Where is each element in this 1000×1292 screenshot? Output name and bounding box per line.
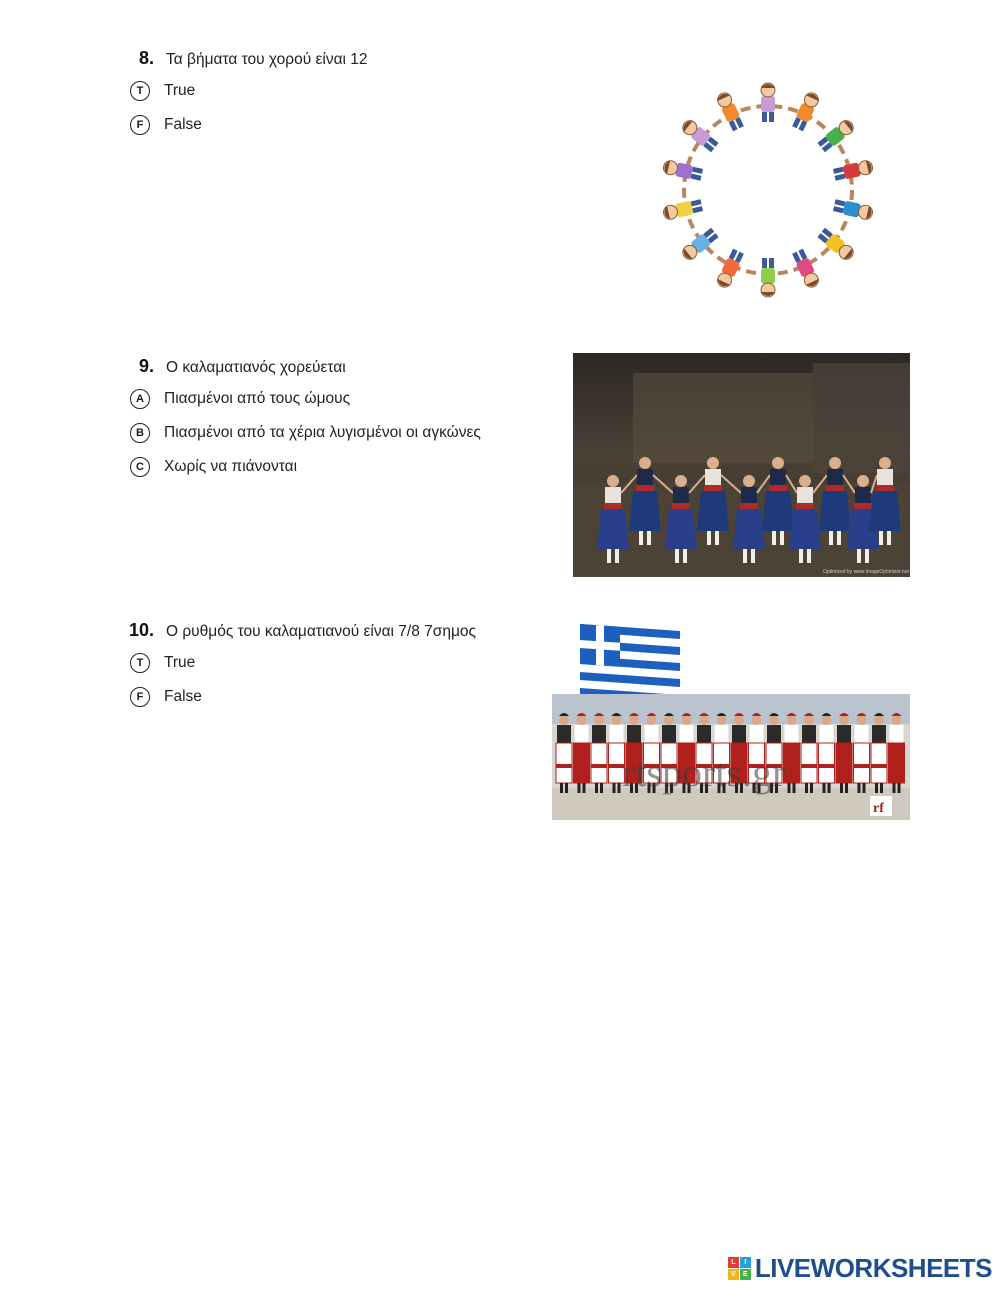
question-number: 10. bbox=[128, 620, 154, 640]
option-label: Χωρίς να πιάνονται bbox=[164, 458, 298, 475]
photo-logo: rf bbox=[873, 801, 884, 816]
costumed-dancer bbox=[819, 713, 835, 793]
question-text: Τα βήματα του χορού είναι 12 bbox=[166, 51, 368, 68]
logo-text: LIVEWORKSHEETS bbox=[754, 1253, 992, 1283]
option-letter[interactable]: C bbox=[130, 457, 150, 477]
costumed-dancer bbox=[871, 713, 887, 793]
question-9 bbox=[120, 356, 481, 484]
child-figure bbox=[680, 118, 719, 153]
greek-flag-icon bbox=[580, 624, 680, 703]
costumed-dancer bbox=[784, 713, 800, 793]
option-b[interactable] bbox=[130, 416, 481, 450]
question-10 bbox=[120, 620, 476, 714]
option-true[interactable] bbox=[130, 646, 476, 680]
option-label: True bbox=[164, 654, 196, 671]
option-letter[interactable]: T bbox=[130, 81, 150, 101]
costumed-dancer bbox=[854, 713, 870, 793]
child-figure bbox=[680, 227, 719, 262]
child-figure bbox=[761, 83, 775, 122]
costumed-dancer bbox=[801, 713, 817, 793]
children-circle-illustration bbox=[628, 42, 910, 314]
child-figure bbox=[662, 159, 703, 181]
photo-caption: Optimized by www.ImageOptimizer.net bbox=[823, 569, 909, 575]
option-a[interactable] bbox=[130, 382, 481, 416]
costumed-dancer bbox=[556, 713, 572, 793]
costumed-dancer bbox=[889, 713, 905, 793]
option-label: Πιασμένοι από τα χέρια λυγισμένοι οι αγκώνες bbox=[164, 424, 481, 441]
question-text: Ο ρυθμός του καλαματιανού είναι 7/8 7σημος bbox=[166, 623, 476, 640]
child-figure bbox=[817, 118, 856, 153]
option-false[interactable] bbox=[130, 680, 476, 714]
watermark-text: rtsports.gr bbox=[622, 750, 786, 795]
greek-flag-dancers-photo bbox=[552, 618, 910, 820]
question-8 bbox=[120, 48, 368, 142]
option-label: False bbox=[164, 116, 202, 133]
option-label: True bbox=[164, 82, 196, 99]
logo-tile: E bbox=[740, 1269, 751, 1280]
option-label: Πιασμένοι από τους ώμους bbox=[164, 390, 351, 407]
costumed-dancer bbox=[574, 713, 590, 793]
costumed-dancer bbox=[836, 713, 852, 793]
option-letter[interactable]: T bbox=[130, 653, 150, 673]
flag-dancers-scene bbox=[552, 618, 910, 820]
child-figure bbox=[817, 227, 856, 262]
child-figure bbox=[715, 91, 745, 132]
option-letter[interactable]: B bbox=[130, 423, 150, 443]
dancers-night-scene bbox=[573, 353, 910, 577]
option-label: False bbox=[164, 688, 202, 705]
option-false[interactable] bbox=[130, 108, 368, 142]
logo-tiles-icon bbox=[728, 1257, 751, 1280]
child-figure bbox=[662, 198, 703, 220]
question-number: 9. bbox=[138, 356, 154, 376]
question-text: Ο καλαματιανός χορεύεται bbox=[166, 359, 346, 376]
child-figure bbox=[761, 258, 775, 297]
dancers-night-photo bbox=[573, 353, 910, 577]
option-true[interactable] bbox=[130, 74, 368, 108]
logo-tile: L bbox=[728, 1257, 739, 1268]
child-figure bbox=[833, 198, 874, 220]
children-circle-drawing bbox=[628, 42, 910, 314]
logo-tile: V bbox=[728, 1269, 739, 1280]
option-letter[interactable]: A bbox=[130, 389, 150, 409]
costumed-dancer bbox=[591, 713, 607, 793]
option-letter[interactable]: F bbox=[130, 115, 150, 135]
logo-tile: I bbox=[740, 1257, 751, 1268]
option-letter[interactable]: F bbox=[130, 687, 150, 707]
liveworksheets-logo[interactable] bbox=[728, 1253, 992, 1284]
question-number: 8. bbox=[138, 48, 154, 68]
option-c[interactable] bbox=[130, 450, 481, 484]
child-figure bbox=[833, 159, 874, 181]
